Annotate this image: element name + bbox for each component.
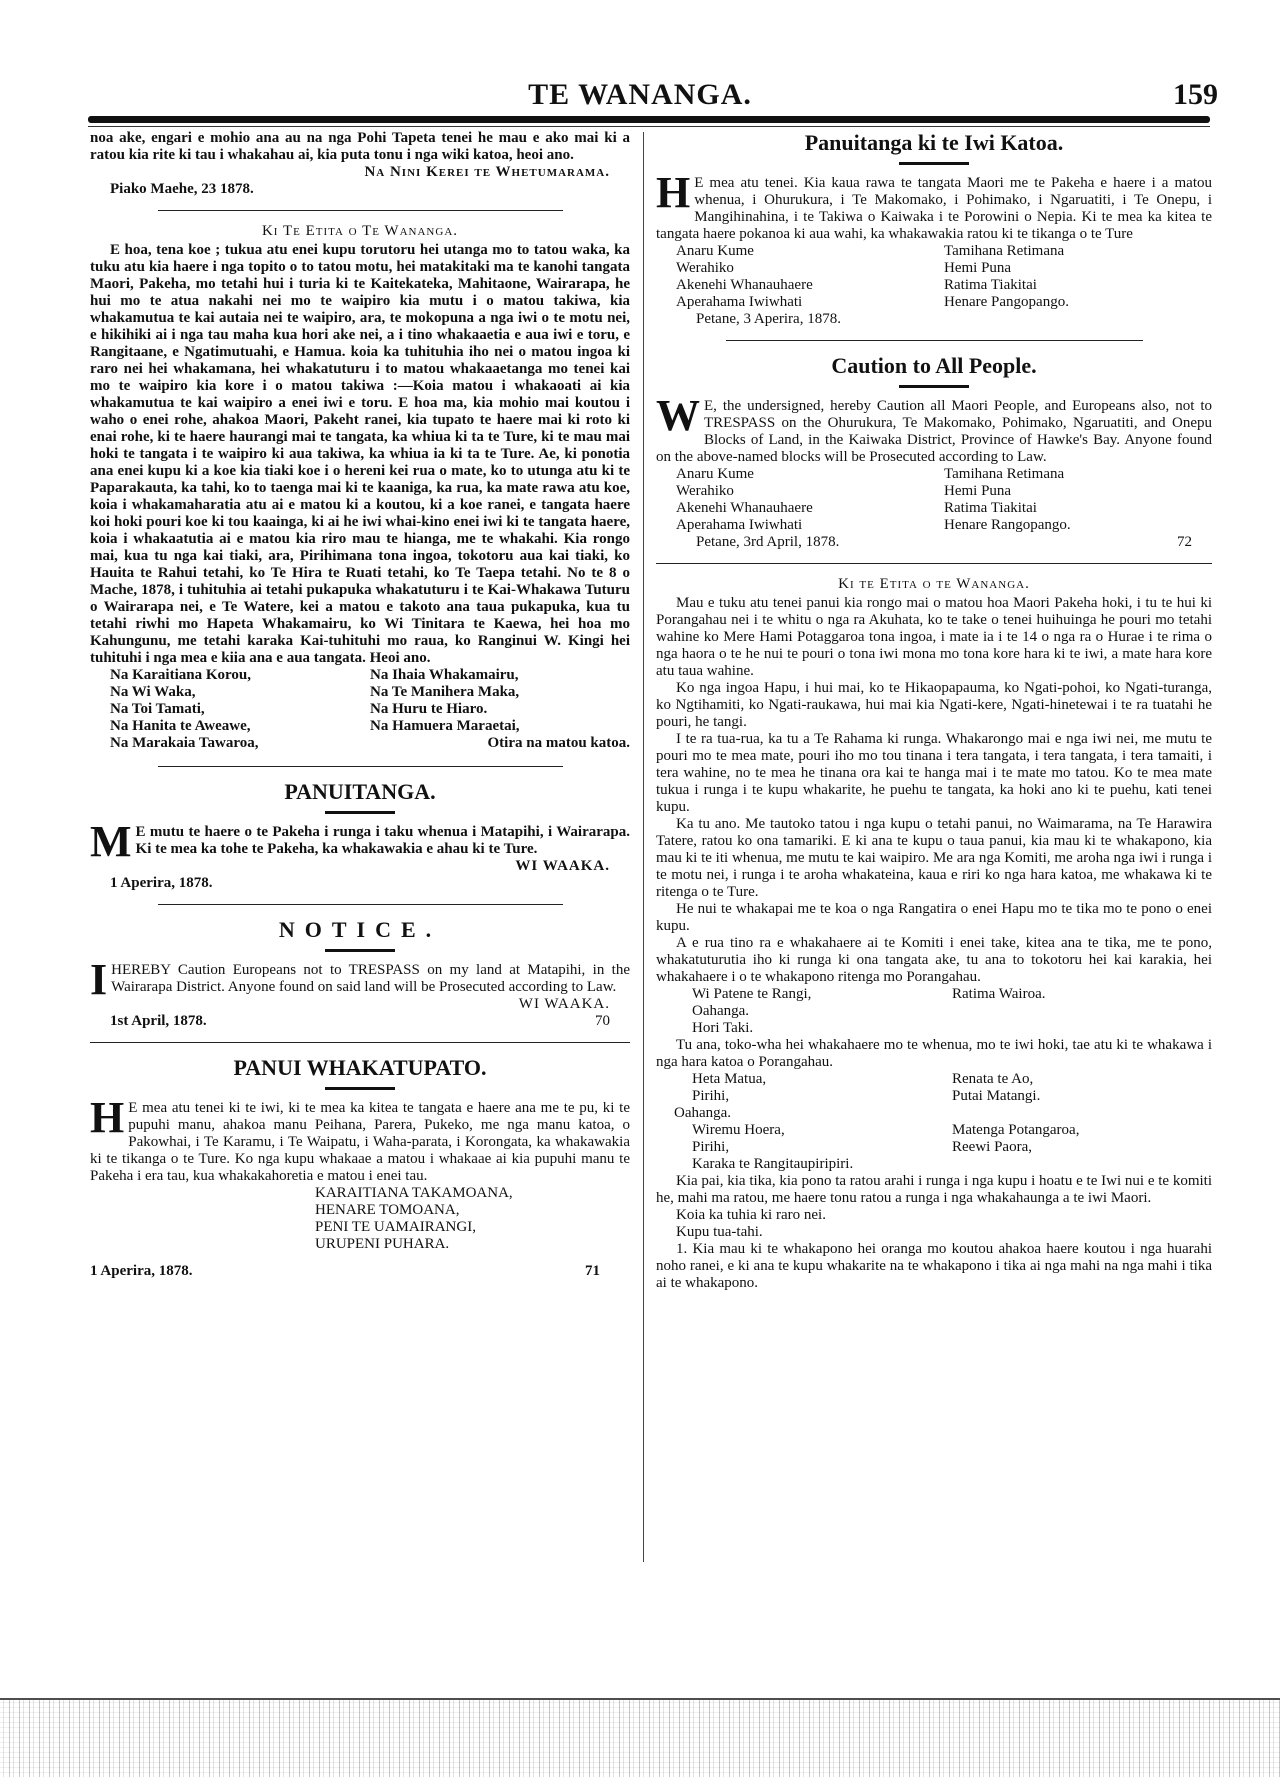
name: Renata te Ao, — [952, 1071, 1034, 1087]
panuitanga-signature: WI WAAKA. — [515, 858, 610, 874]
signatory: Na Hamuera Maraetai, — [370, 718, 520, 734]
signatories — [90, 667, 630, 752]
notice-heading: NOTICE. — [278, 917, 442, 942]
signatory: Ratima Tiakitai — [944, 277, 1037, 293]
drop-cap: W — [656, 391, 700, 440]
signatory: Werahiko — [676, 260, 734, 276]
name: Hori Taki. — [692, 1020, 754, 1036]
notice-date: 1st April, 1878. — [110, 1013, 207, 1029]
letter-paragraph: Ko nga ingoa Hapu, i hui mai, ko te Hikaopapauma, ko Ngati-pohoi, ko Ngati-turanga, ko Ngtihamiti, ko Ngati-raukawa, hui mai kia Ngati-kere, Ngati-hinetewai i te ra tuatahi he pouri, he tangi. — [656, 680, 1212, 730]
signatory: Aperahama Iwiwhati — [676, 294, 803, 310]
section-rule — [158, 766, 563, 767]
panuitanga-text: E mutu te haere o te Pakeha i runga i taku whenua i Matapihi, i Wairarapa. Ki te mea ka tohe te Pakeha, ka whakawakia e ahau ki te Ture. — [135, 824, 630, 857]
notice — [90, 917, 630, 1030]
name: Reewi Paora, — [952, 1139, 1032, 1155]
signatory: Na Ihaia Whakamairu, — [370, 667, 519, 683]
page-number: 159 — [1173, 78, 1218, 111]
signatory: URUPENI PUHARA. — [315, 1236, 450, 1252]
signatory-closing: Otira na matou katoa. — [487, 735, 630, 751]
letter-paragraph: Koia ka tuhia ki raro nei. — [676, 1207, 826, 1223]
signatory: Na Toi Tamati, — [110, 701, 205, 717]
intro-date: Piako Maehe, 23 1878. — [110, 181, 254, 197]
panui-number: 71 — [585, 1263, 600, 1279]
heading-rule — [899, 162, 969, 165]
heading-rule — [325, 811, 395, 814]
name: Matenga Potangaroa, — [952, 1122, 1080, 1138]
notice-number: 70 — [595, 1013, 610, 1029]
signatory: Henare Pangopango. — [944, 294, 1069, 310]
masthead-thin-rule — [88, 126, 1210, 127]
caution-heading: Caution to All People. — [831, 353, 1037, 378]
signatory: Tamihana Retimana — [944, 243, 1065, 259]
panui-signatures — [90, 1185, 630, 1253]
intro-signature: Na Nini Kerei te Whetumarama. — [364, 164, 610, 180]
signatory: Ratima Tiakitai — [944, 500, 1037, 516]
drop-cap: H — [656, 168, 691, 217]
name: Karaka te Rangitaupiripiri. — [692, 1156, 854, 1172]
section-rule — [158, 210, 563, 211]
panuitanga-iwi-text: E mea atu tenei. Kia kaua rawa te tangata Maori me te Pakeha e haere i a matou whenua, i Ohurukura, i Te Makomako, i Pohimako, i Ngaruatiti, i Te Onepu, i Mangihinahina, i te Takiwa o Kaiwaka i te Porowini o Nepia. Ki te mea ka kitea te tangata haere pokanoa ki aua wahi, ka whakawakia ratou ki te tikanga o te Ture — [656, 175, 1212, 242]
letter-paragraph: I te ra tua-rua, ka tu a Te Rahama ki runga. Whakarongo mai e nga iwi nei, me mutu te pouri mo te mea mate, pouri iho mo tou tinana i tera tangata, i tera tangata, i tera tamaiti, i tera wahine, no te mea he tinana ora kai te hanga mai i te mate mo tatou. Ko te mea mate tukua i runga i te kupu whakarite, he puehu te tangata, ka hoki ano ki te puehu, kati tenei kupu. — [656, 731, 1212, 815]
signatory: Na Wi Waka, — [110, 684, 196, 700]
signatory: Anaru Kume — [676, 466, 754, 482]
letter-continuation — [90, 130, 630, 198]
name: Ratima Wairoa. — [952, 986, 1046, 1002]
notice-text: HEREBY Caution Europeans not to TRESPASS on my land at Matapihi, in the Wairarapa District. Anyone found on said land will be Prosecuted according to Law. — [111, 962, 630, 995]
notice-signature: WI WAAKA. — [518, 996, 610, 1012]
section-rule — [656, 563, 1212, 564]
signatory: Na Te Manihera Maka, — [370, 684, 520, 700]
name: Wi Patene te Rangi, — [692, 986, 812, 1002]
intro-text: noa ake, engari e mohio ana au na nga Pohi Tapeta tenei he mau e ako mai ki a ratou kia rite ki tau i whakahau ai, kia puta tonu i nga wiki katoa, heoi ano. — [90, 130, 630, 163]
panuitanga-iwi-katoa — [656, 130, 1212, 328]
letter-paragraph: A e rua tino ra e whakahaere ai te Komiti i enei take, kitea ana te tika, me te pono, whakatuturutia iho ki runga ki ona tangata ake, tu ana to tokotoru hei kai karakia, hei whakahaere i o te whakapono ritenga mo Porangahau. — [656, 935, 1212, 985]
signatory: Na Karaitiana Korou, — [110, 667, 251, 683]
heading-rule — [325, 1087, 395, 1090]
signatory: KARAITIANA TAKAMOANA, — [315, 1185, 513, 1201]
panuitanga-heading: PANUITANGA. — [284, 779, 436, 804]
name-group — [656, 1122, 1212, 1173]
signatory: Na Hanita te Aweawe, — [110, 718, 251, 734]
name: Oahanga. — [692, 1003, 750, 1019]
section-rule — [90, 1042, 630, 1043]
signatory: Hemi Puna — [944, 483, 1012, 499]
section-rule — [726, 340, 1143, 341]
right-column — [656, 130, 1212, 1292]
panui-whakatupato-text: E mea atu tenei ki te iwi, ki te mea ka kitea te tangata e haere ana me te pu, ki te pupuhi manu, ahakoa manu Peihana, Parera, Pukeko, me nga manu katoa, o Pakowhai, i Te Karamu, i Te Waipatu, i Waha-parata, i Korongata, ka whakawakia ki te tikanga o te Ture. Ko nga kupu whakaae a matou i whakaae ai kia pupuhi manu te Pakeha i era tau, kua whakakahoretia e matou i enei tau. — [90, 1100, 630, 1184]
signatory: Akenehi Whanauhaere — [676, 277, 813, 293]
panuitanga-notice — [90, 779, 630, 892]
name: Pirihi, — [692, 1088, 730, 1104]
signatory: HENARE TOMOANA, — [315, 1202, 460, 1218]
signatory: Na Huru te Hiaro. — [370, 701, 488, 717]
drop-cap: I — [90, 955, 108, 1004]
caution-names — [656, 466, 1212, 534]
letter-paragraph: Ka tu ano. Me tautoko tatou i nga kupu o tetahi panui, no Waimarama, na Te Harawira Tatere, ratou ko ona tamariki. E ki ana te kupu o taua panui, kia mau ki te whakapono, kia mau ki te iti whenua, me mutu te kai waipiro. Me ara nga Komiti, me aroha nga iwi i runga i te motu nei, i runga i te aroha whakateina, kaua e riri ko nga hara katoa, me whakawa ki te ritenga o te Ture. — [656, 816, 1212, 900]
panuitanga-date: 1 Aperira, 1878. — [110, 875, 213, 891]
signatory: Akenehi Whanauhaere — [676, 500, 813, 516]
signatory: Tamihana Retimana — [944, 466, 1065, 482]
letter-heading: Ki Te Etita o Te Wananga. — [261, 223, 459, 239]
panuitanga-iwi-date: Petane, 3 Aperira, 1878. — [696, 311, 841, 327]
letter-to-editor-right — [656, 576, 1212, 1292]
name: Wiremu Hoera, — [692, 1122, 785, 1138]
signatory: PENI TE UAMAIRANGI, — [315, 1219, 476, 1235]
signatory: Na Marakaia Tawaroa, — [110, 735, 259, 751]
group-label: Oahanga. — [674, 1105, 732, 1121]
column-divider — [643, 132, 644, 1562]
panui-whakatupato — [90, 1055, 630, 1280]
signatory: Aperahama Iwiwhati — [676, 517, 803, 533]
scan-noise-band — [0, 1698, 1280, 1777]
left-column — [90, 130, 630, 1280]
caution-date: Petane, 3rd April, 1878. — [696, 534, 840, 550]
name: Heta Matua, — [692, 1071, 767, 1087]
caution-number: 72 — [1177, 534, 1192, 550]
panuitanga-iwi-names — [656, 243, 1212, 311]
letter-heading: Ki te Etita o te Wananga. — [838, 576, 1030, 592]
letter-to-editor — [90, 223, 630, 752]
caution-text: E, the undersigned, hereby Caution all Maori People, and Europeans also, not to TRESPASS on the Ohurukura, Te Makomako, Pohimako, Ngaruatiti, and Onepu Blocks of Land, in the Kaiwaka District, Province of Hawke's Bay. Anyone found on the above-named blocks will be Prosecuted according to Law. — [656, 398, 1212, 465]
letter-paragraph: Tu ana, toko-wha hei whakahaere mo te whenua, mo te iwi hoki, tae atu ki te whakawa i nga hara katoa o Porangahau. — [656, 1037, 1212, 1070]
letter-paragraph: Kupu tua-tahi. — [676, 1224, 763, 1240]
name: Putai Matangi. — [952, 1088, 1041, 1104]
panui-date: 1 Aperira, 1878. — [90, 1263, 193, 1279]
letter-paragraph: Mau e tuku atu tenei panui kia rongo mai o matou hoa Maori Pakeha hoki, i tu te hui ki Porangahau nei i te whitu o nga ra Akuhata, ko te take o tenei huihuinga he pouri mo tetahi wahine ko Mere Hami Potaggaroa tona ingoa, i mate ia i te 14 o nga ra o Hurae i te rima o nga haora o te he nui te pouri o tona iwi mona mo tona kore hara ki te iwi, a mate hara kore atu taua wahine. — [656, 595, 1212, 679]
signatory: Henare Rangopango. — [944, 517, 1071, 533]
panui-whakatupato-heading: PANUI WHAKATUPATO. — [233, 1055, 487, 1080]
letter-paragraph: 1. Kia mau ki te whakapono hei oranga mo koutou ahakoa haere koutou i nga huarahi noho ranei, e ki ana te kupu whakarite na te whakapono i tika ai nga mahi na nga mahi i tika ai te whakapono. — [656, 1241, 1212, 1291]
masthead — [0, 78, 1280, 118]
panuitanga-iwi-heading: Panuitanga ki te Iwi Katoa. — [804, 130, 1064, 155]
signatory: Werahiko — [676, 483, 734, 499]
newspaper-title: TE WANANGA. — [528, 78, 752, 111]
letter-paragraph: Kia pai, kia tika, kia pono ta ratou arahi i runga i nga kupu i hoatu e te Iwi nui e te komiti he, mahi ma ratou, me haere tonu ratou a runga i nga whakahaunga a te iwi Maori. — [656, 1173, 1212, 1206]
caution-notice — [656, 353, 1212, 551]
heading-rule — [325, 949, 395, 952]
masthead-rule — [88, 116, 1210, 123]
drop-cap: H — [90, 1093, 125, 1142]
signatory: Anaru Kume — [676, 243, 754, 259]
section-rule — [158, 904, 563, 905]
heading-rule — [899, 385, 969, 388]
drop-cap: M — [90, 817, 132, 866]
letter-paragraph: He nui te whakapai me te koa o nga Rangatira o enei Hapu mo te tika mo te pono o enei kupu. — [656, 901, 1212, 934]
name: Pirihi, — [692, 1139, 730, 1155]
signatory: Hemi Puna — [944, 260, 1012, 276]
letter-body: E hoa, tena koe ; tukua atu enei kupu torutoru hei utanga mo to tatou waka, ka tuku atu kia haere i nga topito o to tatou motu, hei matakitaki ma te kanohi tangata Maori, Pakeha, mo tetahi hui i turia ki te Kaitekateka, Mahitaone, Wairarapa, he hui mo te atua nakahi nei mo te waipiro kia mutu i o matou takiwa, kia whakamutua te kai autaia nei te waipiro, ara, te mokopuna a nga iwi o te motu nei, e hikihiki ai i nga tau maha kua hori ake nei, a i tino whakaaetia e aua iwi e toru, e Rangitaane, e Ngatimutuahi, e Hamua. koia ka tuhituhia iho nei o matou ingoa ki raro nei hei whakamana, hei whakatuturu i to matou whakaaetanga mo tenei kai mo te waipiro kia kore i o matou takiwa :—Koia matou i whakaoati ai kia whakamutua te kai waipiro a enei iwi e toru. E hoa ma, kia mohio mai koutou i waho o enei rohe, ahakoa Maori, Pakeht ranei, kia tupato te haere mai ki roto ki enai rohe, ki te haere haurangi mai te tangata, ka whiua ki ta te Ture, ki te mau mai hoki te tangata i te waipiro ki aua takiwa, ka whiua ia ki ta te Ture. Ae, ki ponotia ana enei kupu ki a koe kia tiaki koe i o hereni kei rua o mate, ko to utunga atu ki te Paparakauta, ka tahi, ko to taenga mai ki te kaaniga, ka rua, ka mate rawa atu koe, koia i whakamaharatia atu ai e matou ki a koutou, ki a koe ranei, e tangata haere koi hoki pouri koe ki tou kaainga, ki ai he iwi whai-kino enei iwi ki te tangata haere, koia i whakaatutia ai e matou kia riro mau te hianga, me te whakahi. Kia rongo mai, kua tu nga kai tiaki, ara, Pirihimana tona ingoa, tokotoru aua kai tiaki, ko Hauita te Rahui tetahi, ko Te Hira te Ruati tetahi, ko Te Taepa tetahi. No te 8 o Mache, 1878, i tuhituhia ai tetahi pukapuka whakatuturu i te Kai-Whakawa Tuturu o Wairarapa nei, e Te Watere, kei a matou e takoto ana taua pukapuka, kua tu tetahi riwhi mo Hapeta Whakamairu, ko Wi Tinitara te Kaewa, hei hoa mo Kahungunu, me tetahi karaka Kai-tuhituhi mo raua, ko Ranginui W. Kingi hei tuhituhi i nga mea e kiia ana e aua tangata. Heoi ano. — [90, 242, 630, 666]
name-group — [656, 1071, 1212, 1105]
name-group — [656, 986, 1212, 1037]
